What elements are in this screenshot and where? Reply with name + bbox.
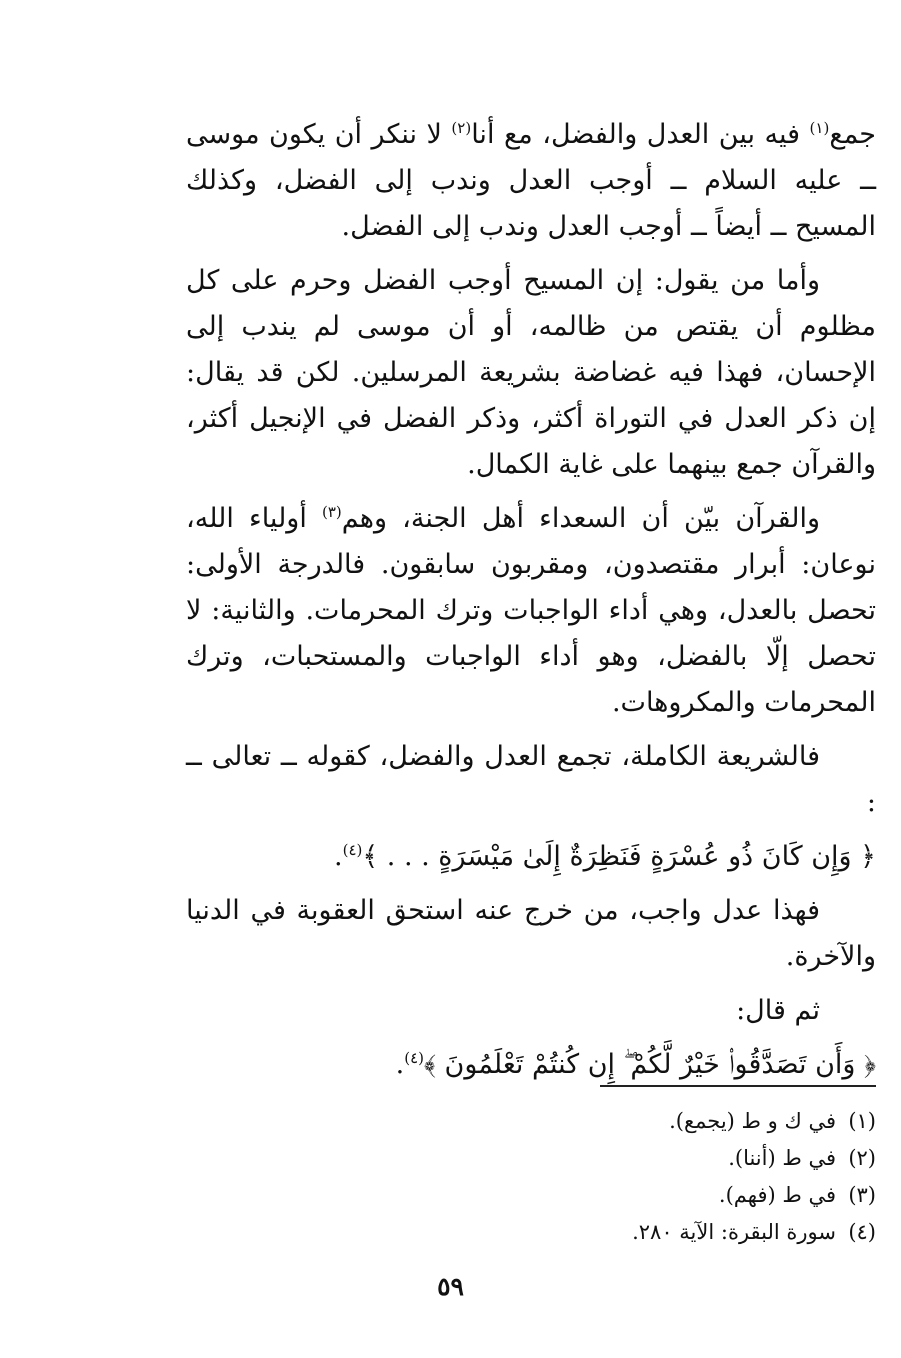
quran-verse-1 — [186, 834, 876, 880]
footnote-ref-1: (١) — [809, 119, 830, 137]
paragraph-2: وأما من يقول: إن المسيح أوجب الفضل وحرم على كل مظلوم أن يقتص من ظالمه، أو أن موسى لم يندب إلى الإحسان، فهذا فيه غضاضة بشريعة المرسلين. لكن قد يقال: إن ذكر العدل في التوراة أكثر، وذكر الفضل في الإنجيل أكثر، والقرآن جمع بينهما على غاية الكمال. — [186, 265, 876, 480]
paragraph-1-part-3: لا ننكر أن يكون موسى ــ عليه السلام ــ أوجب العدل وندب إلى الفضل، وكذلك المسيح ــ أيضاً ــ أوجب العدل وندب إلى الفضل. — [186, 119, 876, 242]
footnotes — [600, 1085, 876, 1251]
quran-verse-1-text: ﴿ وَإِن كَانَ ذُو عُسْرَةٍ فَنَظِرَةٌ إِلَىٰ مَيْسَرَةٍ . . . ﴾ — [362, 841, 876, 872]
main-text — [186, 112, 876, 1096]
paragraph-3-part-2: أولياء الله، نوعان: أبرار مقتصدون، ومقربون سابقون. فالدرجة الأولى: تحصل بالعدل، وهي أداء الواجبات وترك المحرمات. والثانية: لا تحصل إلّا بالفضل، وهو أداء الواجبات والمستحبات، وترك المحرمات والمكروهات. — [186, 503, 876, 718]
footnote-1 — [600, 1103, 876, 1140]
paragraph-1-part-1: جمع — [829, 119, 876, 150]
footnote-2 — [600, 1140, 876, 1177]
footnote-text: في ك و ط (يجمع). — [669, 1109, 836, 1133]
quran-verse-2 — [186, 1042, 876, 1088]
page-number: ٥٩ — [437, 1272, 464, 1301]
footnote-number: (٣) — [848, 1183, 876, 1207]
footnote-number: (٢) — [848, 1146, 876, 1170]
paragraph-4: فالشريعة الكاملة، تجمع العدل والفضل، كقوله ــ تعالى ــ : — [186, 741, 876, 818]
footnote-text: في ط (أننا). — [728, 1146, 836, 1170]
paragraph-3 — [186, 496, 876, 726]
footnote-number: (١) — [848, 1109, 876, 1133]
footnote-text: سورة البقرة: الآية ٢٨٠. — [632, 1220, 836, 1244]
paragraph-1 — [186, 112, 876, 250]
footnote-ref-2: (٢) — [451, 119, 472, 137]
footnote-ref-4b: (٤) — [404, 1049, 424, 1067]
quran-verse-1-end: . — [334, 841, 343, 872]
paragraph-5: فهذا عدل واجب، من خرج عنه استحق العقوبة في الدنيا والآخرة. — [186, 895, 876, 972]
quran-verse-2-end: . — [395, 1049, 405, 1080]
footnote-4 — [600, 1214, 876, 1251]
quran-verse-2-text: ﴿ وَأَن تَصَدَّقُوا۟ خَيْرٌ لَّكُمْ ۖ إِن كُنتُمْ تَعْلَمُونَ ﴾ — [424, 1049, 876, 1080]
paragraph-1-part-2: فيه بين العدل والفضل، مع أنا — [471, 119, 810, 150]
footnote-ref-4a: (٤) — [342, 841, 363, 859]
footnote-number: (٤) — [848, 1220, 876, 1244]
paragraph-3-part-1: والقرآن بيّن أن السعداء أهل الجنة، وهم — [341, 503, 820, 534]
footnote-3 — [600, 1177, 876, 1214]
footnote-ref-3: (٣) — [322, 503, 342, 521]
paragraph-6: ثم قال: — [736, 995, 820, 1026]
footnote-text: في ط (فهم). — [718, 1183, 836, 1207]
